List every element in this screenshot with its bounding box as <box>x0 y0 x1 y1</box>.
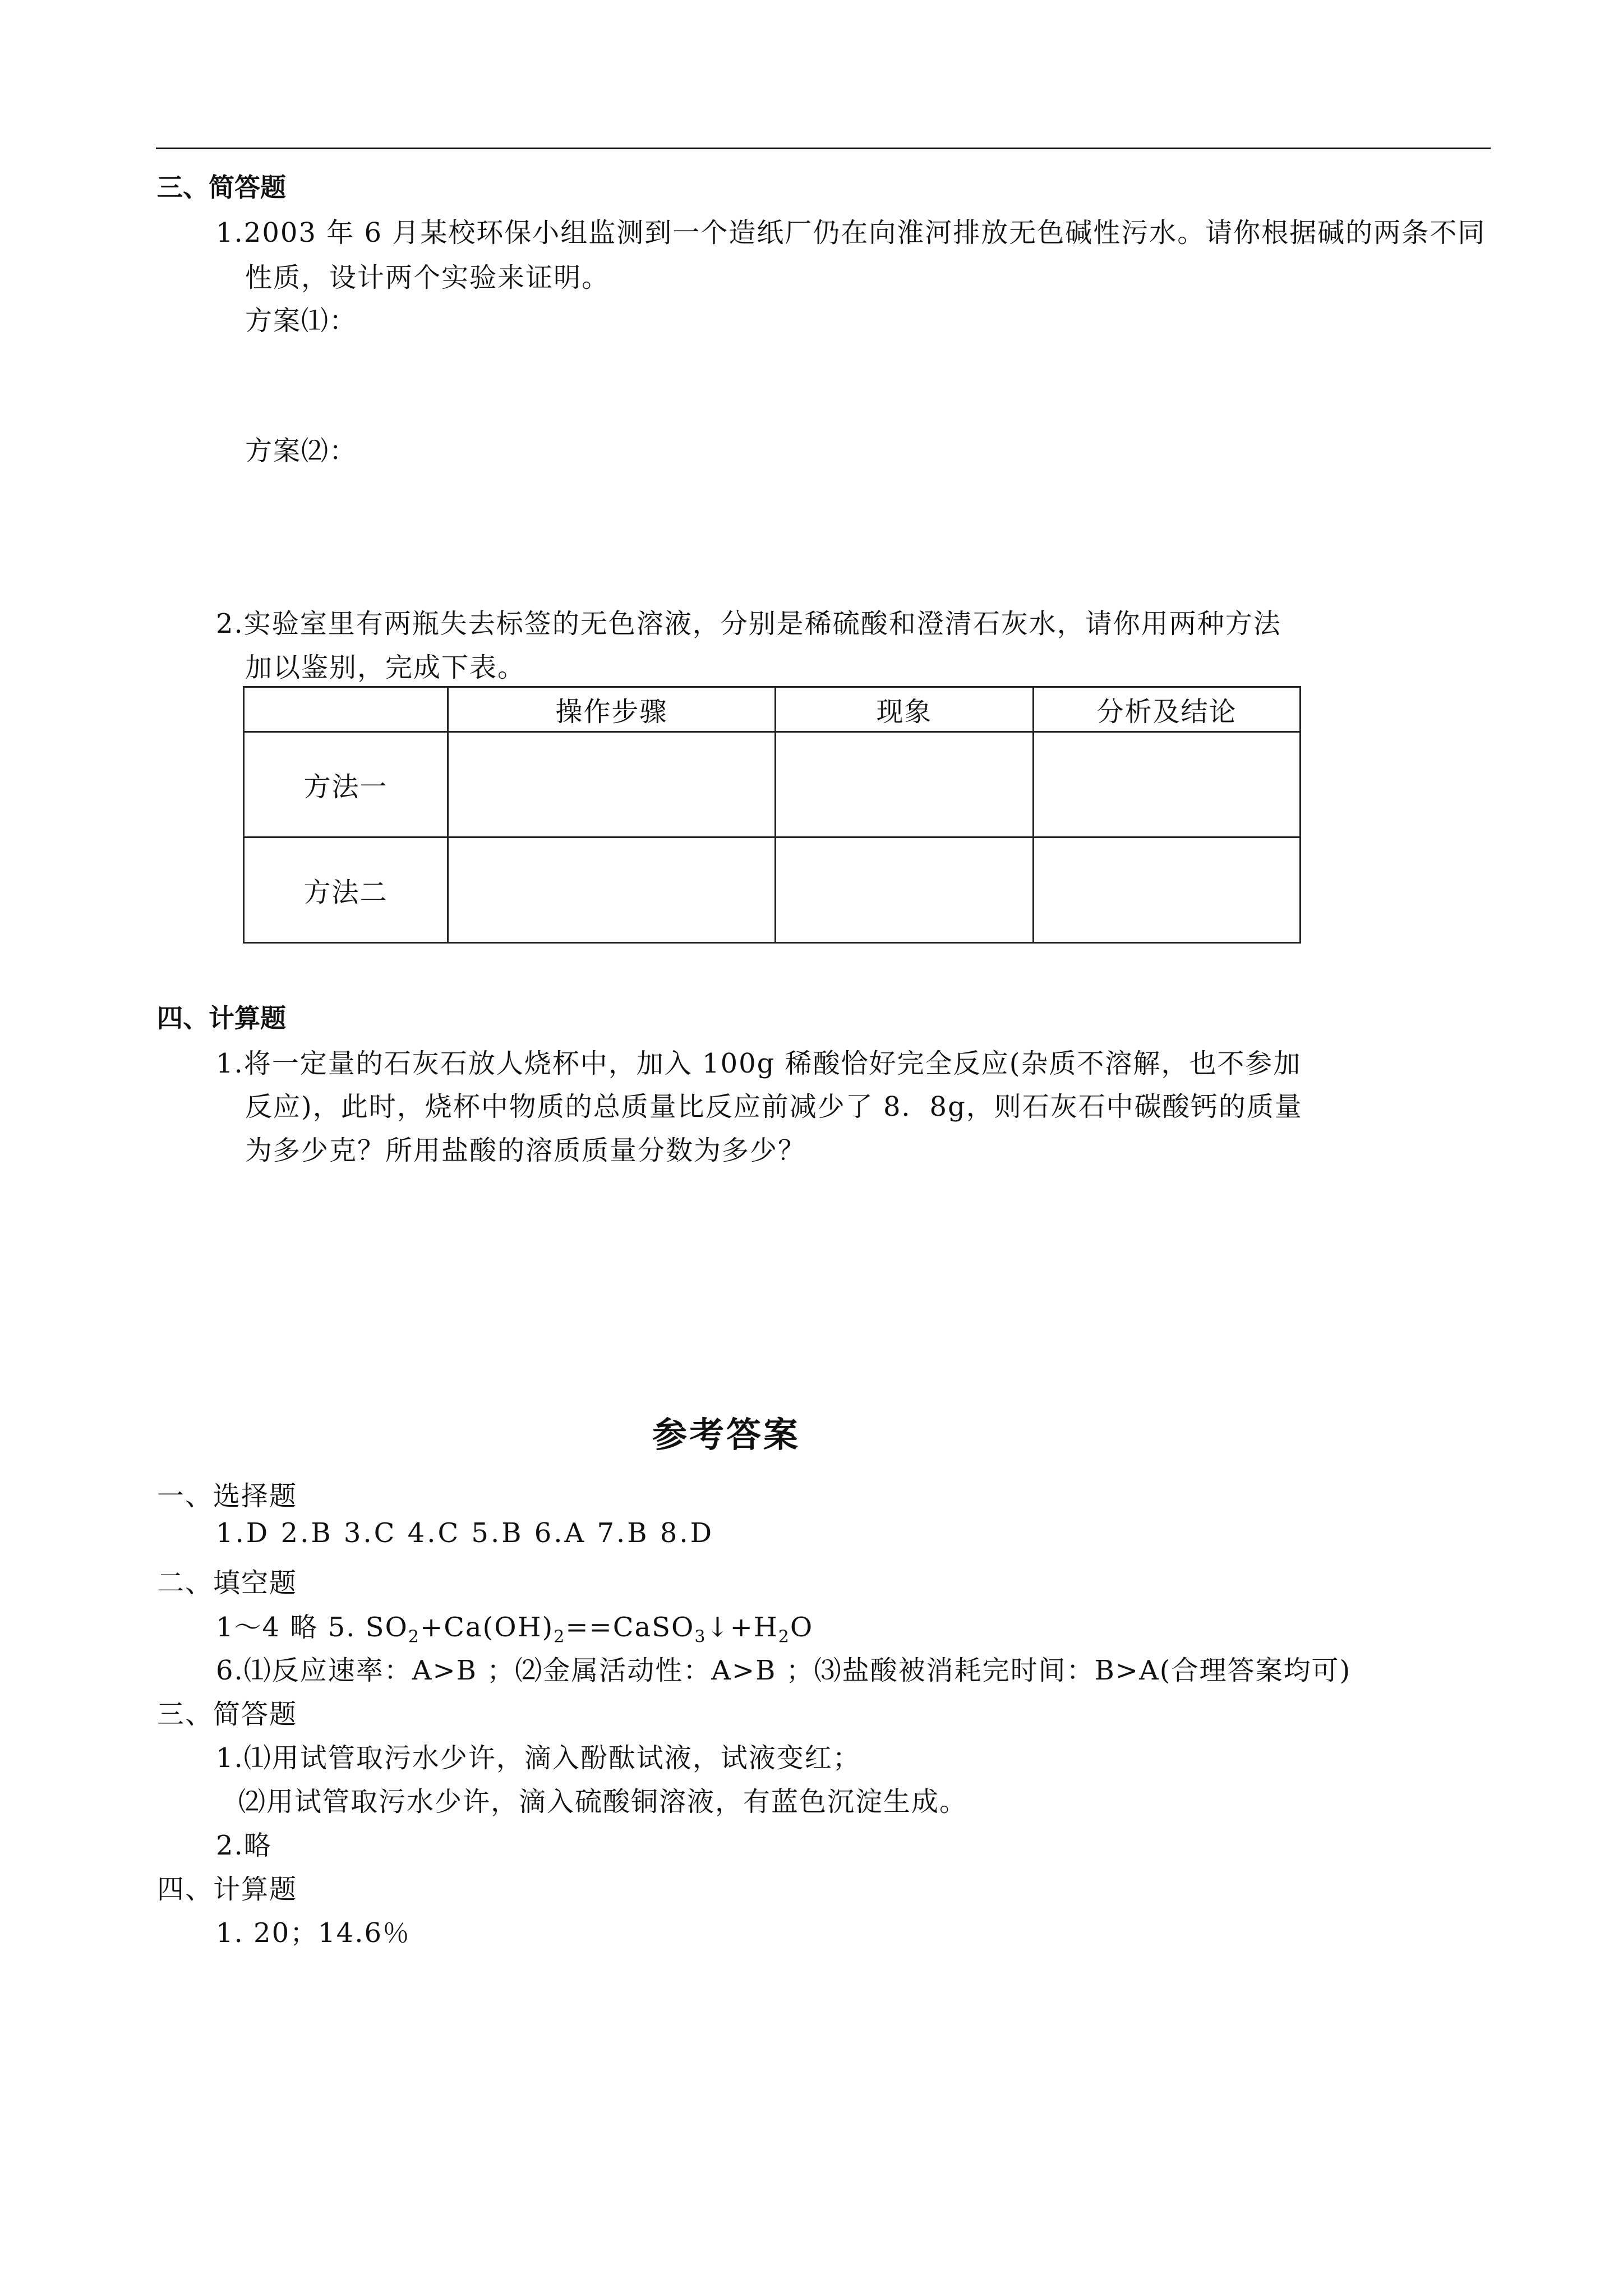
s4-q1-line1: 1.将一定量的石灰石放人烧杯中，加入 100g 稀酸恰好完全反应(杂质不溶解，也不参加 <box>216 1048 1302 1079</box>
answers-s1-title: 一、选择题 <box>157 1480 298 1512</box>
table-cell[interactable] <box>776 732 1034 838</box>
answers-s4-line1: 1. 20；14.6％ <box>216 1917 411 1949</box>
q1-line2: 性质，设计两个实验来证明。 <box>245 262 610 293</box>
table-row <box>244 838 1301 943</box>
q1-plan1: 方案⑴： <box>245 305 358 337</box>
q2-line2: 加以鉴别，完成下表。 <box>245 652 526 683</box>
header-rule <box>156 148 1491 149</box>
q1-line1: 1.2003 年 6 月某校环保小组监测到一个造纸厂仍在向淮河排放无色碱性污水。请你根据碱的两条不同 <box>216 217 1486 249</box>
s4-q1-line3: 为多少克？所用盐酸的溶质质量分数为多少？ <box>245 1135 806 1166</box>
answers-s2-line2: 6.⑴反应速率：A>B ；⑵金属活动性：A>B ；⑶盐酸被消耗完时间：B>A(合理答案均可) <box>216 1655 1352 1686</box>
answers-s3-title: 三、简答题 <box>157 1699 298 1730</box>
section3-title: 三、简答题 <box>157 172 286 203</box>
answers-s3-line1: 1.⑴用试管取污水少许，滴入酚酞试液，试液变红； <box>216 1742 861 1774</box>
answers-s1-line: 1.D 2.B 3.C 4.C 5.B 6.A 7.B 8.D <box>216 1517 714 1549</box>
table-header-cell: 分析及结论 <box>1034 687 1301 732</box>
answers-s3-line3: 2.略 <box>216 1830 272 1861</box>
table-row-label: 方法二 <box>244 838 448 943</box>
table-header-cell <box>244 687 448 732</box>
answers-s3-line2: ⑵用试管取污水少许，滴入硫酸铜溶液，有蓝色沉淀生成。 <box>238 1786 968 1818</box>
answers-title: 参考答案 <box>652 1414 801 1455</box>
table-cell[interactable] <box>776 838 1034 943</box>
table-cell[interactable] <box>448 732 776 838</box>
identification-table <box>243 686 1301 944</box>
table-header-cell: 操作步骤 <box>448 687 776 732</box>
table-cell[interactable] <box>1034 732 1301 838</box>
answers-s4-title: 四、计算题 <box>157 1874 298 1905</box>
s4-q1-line2: 反应)，此时，烧杯中物质的总质量比反应前减少了 8．8g，则石灰石中碳酸钙的质量 <box>245 1091 1303 1122</box>
answers-s2-title: 二、填空题 <box>157 1567 298 1599</box>
answers-s2-line1: 1～4 略 5. $SO_2+Ca(OH)_2==CaSO_3↓+H_2O$ <box>216 1612 814 1647</box>
q2-line1: 2.实验室里有两瓶失去标签的无色溶液，分别是稀硫酸和澄清石灰水，请你用两种方法 <box>216 608 1281 639</box>
table-cell[interactable] <box>448 838 776 943</box>
q1-plan2: 方案⑵： <box>245 435 358 467</box>
table-row <box>244 732 1301 838</box>
section4-title: 四、计算题 <box>157 1003 286 1033</box>
table-header-row <box>244 687 1301 732</box>
table-row-label: 方法一 <box>244 732 448 838</box>
table-cell[interactable] <box>1034 838 1301 943</box>
table-header-cell: 现象 <box>776 687 1034 732</box>
